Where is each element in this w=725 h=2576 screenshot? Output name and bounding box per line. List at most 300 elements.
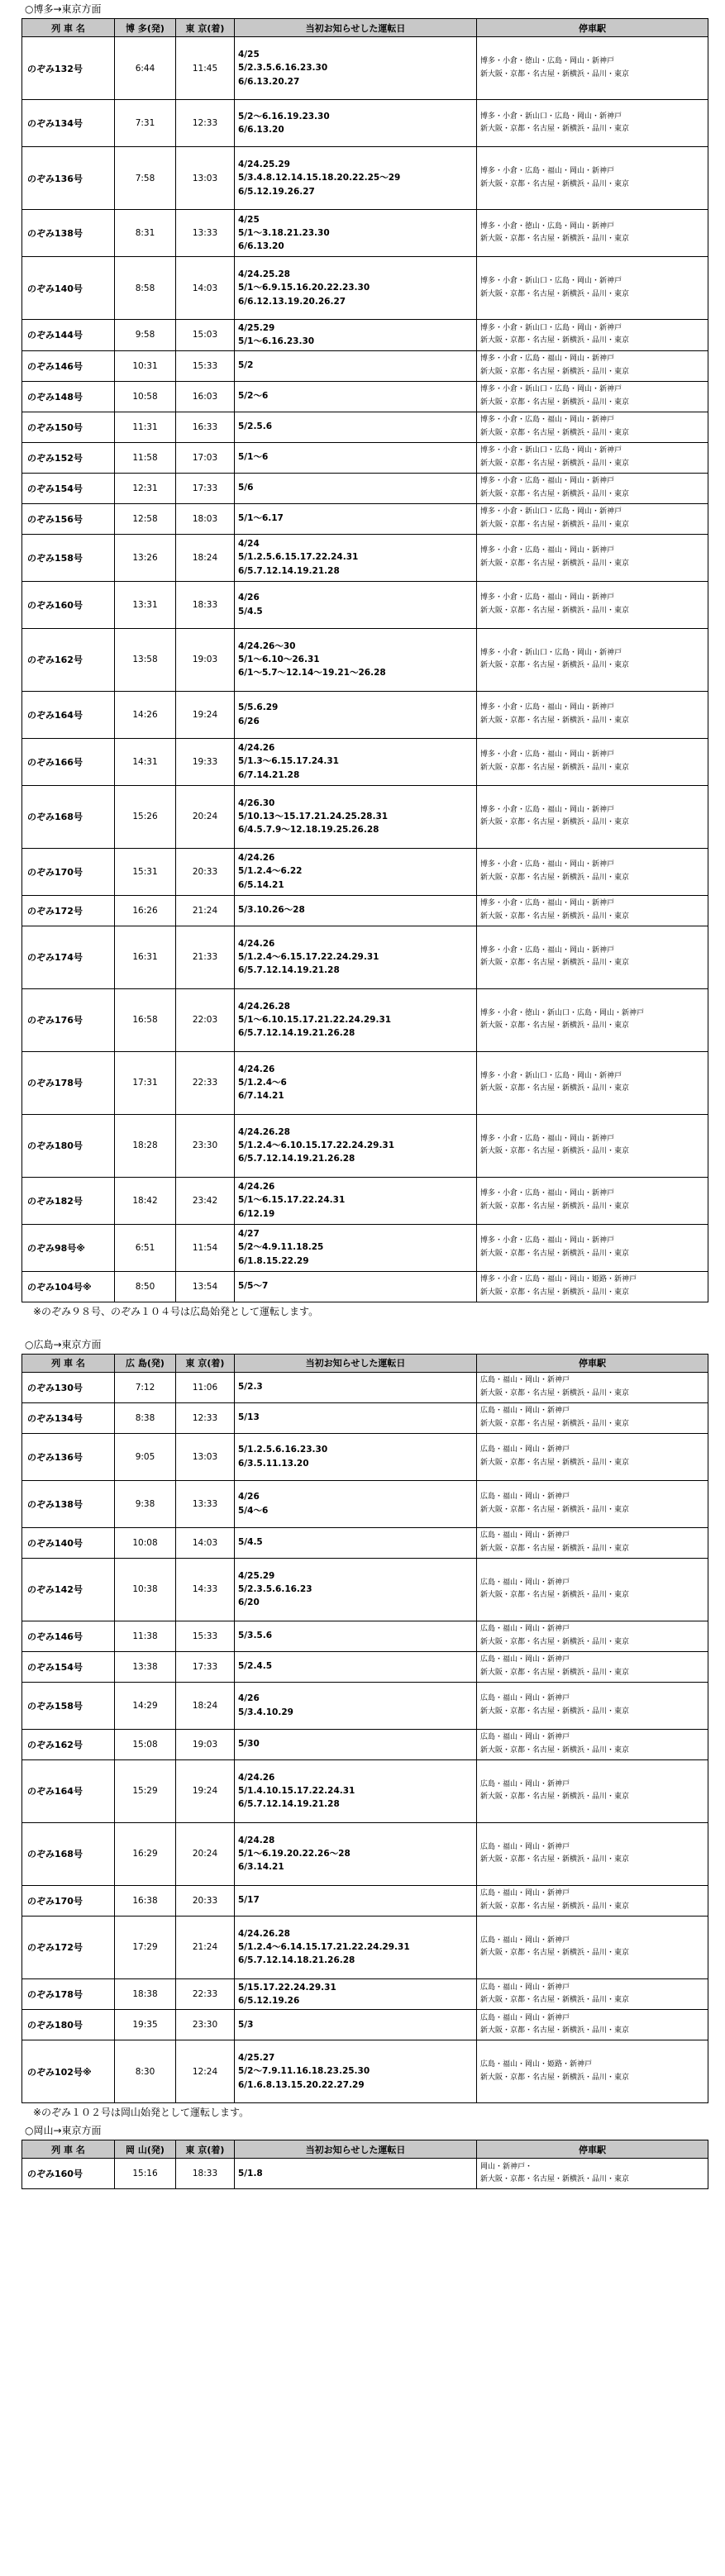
- arrival-time: 23:30: [176, 2010, 235, 2040]
- departure-time: 18:28: [115, 1114, 176, 1177]
- stops-line: 新大阪・京都・名古屋・新横浜・品川・東京: [480, 1021, 630, 1031]
- stop-stations: [477, 628, 708, 691]
- stops-line: 博多・小倉・広島・福山・岡山・姫路・新神戸: [480, 1275, 637, 1284]
- arrival-time: 14:33: [176, 1558, 235, 1621]
- table-row: [22, 926, 708, 988]
- operating-dates: [235, 738, 477, 785]
- col-header-arrival: 東 京(着): [176, 2140, 235, 2159]
- departure-time: 7:58: [115, 147, 176, 210]
- stops-line: 新大阪・京都・名古屋・新横浜・品川・東京: [480, 818, 630, 827]
- table-row: [22, 1682, 708, 1729]
- table-row: [22, 1271, 708, 1302]
- train-name: のぞみ160号: [22, 2159, 115, 2189]
- date-line: 5/3.4.8.12.14.15.18.20.22.25～29: [238, 173, 401, 183]
- stop-stations: [477, 1916, 708, 1978]
- operating-dates: [235, 926, 477, 988]
- operating-dates: [235, 2159, 477, 2189]
- stops-line: 新大阪・京都・名古屋・新横浜・品川・東京: [480, 1949, 630, 1958]
- stop-stations: [477, 1527, 708, 1558]
- col-header-dates: 当初お知らせした運転日: [235, 2140, 477, 2159]
- date-line: 5/2.3.5.6.16.23.30: [238, 63, 328, 74]
- train-name: のぞみ182号: [22, 1177, 115, 1224]
- operating-dates: [235, 473, 477, 503]
- arrival-time: 13:54: [176, 1271, 235, 1302]
- train-name: のぞみ152号: [22, 442, 115, 473]
- date-line: 6/5.7.12.14.19.21.28: [238, 565, 340, 576]
- date-line: 6/26: [238, 716, 260, 726]
- train-name: のぞみ170号: [22, 1885, 115, 1916]
- stops-line: 新大阪・京都・名古屋・新横浜・品川・東京: [480, 1249, 630, 1258]
- stops-line: 新大阪・京都・名古屋・新横浜・品川・東京: [480, 1505, 630, 1514]
- date-line: 4/25.27: [238, 2053, 275, 2064]
- operating-dates: [235, 257, 477, 320]
- table-row: [22, 1759, 708, 1822]
- stops-line: 新大阪・京都・名古屋・新横浜・品川・東京: [480, 1668, 630, 1677]
- train-name: のぞみ166号: [22, 738, 115, 785]
- departure-time: 11:58: [115, 442, 176, 473]
- date-line: 5/1～6.17: [238, 513, 284, 524]
- arrival-time: 22:03: [176, 988, 235, 1051]
- stops-line: 広島・福山・岡山・新神戸: [480, 1625, 570, 1634]
- stops-line: 広島・福山・岡山・新神戸: [480, 1578, 570, 1587]
- stop-stations: [477, 534, 708, 581]
- departure-time: 14:29: [115, 1682, 176, 1729]
- date-line: 5/1～6.10～26.31: [238, 654, 320, 664]
- stops-line: 新大阪・京都・名古屋・新横浜・品川・東京: [480, 959, 630, 968]
- col-header-dates: 当初お知らせした運転日: [235, 1354, 477, 1372]
- stops-line: 広島・福山・岡山・新神戸: [480, 1936, 570, 1945]
- arrival-time: 12:24: [176, 2040, 235, 2103]
- date-line: 4/24.26～30: [238, 640, 296, 651]
- table-row: [22, 1433, 708, 1480]
- stops-line: 広島・福山・岡山・新神戸: [480, 1407, 570, 1416]
- stop-stations: [477, 100, 708, 147]
- stop-stations: [477, 895, 708, 926]
- train-name: のぞみ138号: [22, 210, 115, 257]
- train-name: のぞみ180号: [22, 2010, 115, 2040]
- table-row: [22, 628, 708, 691]
- arrival-time: 19:03: [176, 628, 235, 691]
- date-line: 5/1.8: [238, 2168, 263, 2178]
- operating-dates: [235, 381, 477, 412]
- arrival-time: 11:54: [176, 1224, 235, 1271]
- stops-line: 新大阪・京都・名古屋・新横浜・品川・東京: [480, 1084, 630, 1093]
- date-line: 5/2.5.6: [238, 421, 273, 432]
- operating-dates: [235, 1621, 477, 1651]
- departure-time: 10:08: [115, 1527, 176, 1558]
- stops-line: 博多・小倉・広島・福山・岡山・新神戸: [480, 945, 615, 955]
- stops-line: 博多・小倉・広島・福山・岡山・新神戸: [480, 416, 615, 425]
- departure-time: 13:58: [115, 628, 176, 691]
- train-name: のぞみ158号: [22, 1682, 115, 1729]
- date-line: 5/2.3.5.6.16.23: [238, 1583, 312, 1594]
- date-line: 5/1～6.10.15.17.21.22.24.29.31: [238, 1014, 392, 1025]
- date-line: 5/3.10.26～28: [238, 905, 305, 916]
- stops-line: 博多・小倉・広島・福山・岡山・新神戸: [480, 860, 615, 869]
- stops-line: 新大阪・京都・名古屋・新横浜・品川・東京: [480, 1388, 630, 1398]
- stops-line: 新大阪・京都・名古屋・新横浜・品川・東京: [480, 1902, 630, 1911]
- arrival-time: 17:03: [176, 442, 235, 473]
- date-line: 6/5.12.19.26: [238, 1995, 300, 2006]
- departure-time: 7:12: [115, 1372, 176, 1402]
- stop-stations: [477, 1114, 708, 1177]
- table-row: [22, 442, 708, 473]
- stops-line: 広島・福山・岡山・新神戸: [480, 1493, 570, 1502]
- operating-dates: [235, 320, 477, 351]
- table-row: [22, 473, 708, 503]
- stops-line: 広島・福山・岡山・新神戸: [480, 1694, 570, 1703]
- arrival-time: 21:24: [176, 1916, 235, 1978]
- stop-stations: [477, 442, 708, 473]
- arrival-time: 18:33: [176, 2159, 235, 2189]
- stops-line: 博多・小倉・徳山・広島・岡山・新神戸: [480, 221, 615, 231]
- stop-stations: [477, 1224, 708, 1271]
- stops-line: 博多・小倉・新山口・広島・岡山・新神戸: [480, 112, 622, 121]
- stop-stations: [477, 1051, 708, 1114]
- table-row: [22, 1978, 708, 2010]
- train-name: のぞみ102号※: [22, 2040, 115, 2103]
- operating-dates: [235, 37, 477, 100]
- stop-stations: [477, 1682, 708, 1729]
- date-line: 5/17: [238, 1895, 260, 1906]
- operating-dates: [235, 534, 477, 581]
- stops-line: 新大阪・京都・名古屋・新横浜・品川・東京: [480, 289, 630, 298]
- section-note: ※のぞみ９８号、のぞみ１０４号は広島始発として運転します。: [33, 1305, 319, 1317]
- arrival-time: 18:24: [176, 1682, 235, 1729]
- departure-time: 13:31: [115, 581, 176, 628]
- operating-dates: [235, 2040, 477, 2103]
- stops-line: 新大阪・京都・名古屋・新横浜・品川・東京: [480, 2026, 630, 2036]
- departure-time: 8:58: [115, 257, 176, 320]
- operating-dates: [235, 100, 477, 147]
- train-name: のぞみ178号: [22, 1978, 115, 2010]
- stops-line: 広島・福山・岡山・新神戸: [480, 1779, 570, 1788]
- date-line: 5/1～6.19.20.22.26～28: [238, 1848, 351, 1859]
- stop-stations: [477, 1651, 708, 1682]
- stops-line: 博多・小倉・新山口・広島・岡山・新神戸: [480, 1071, 622, 1080]
- stops-line: 広島・福山・岡山・新神戸: [480, 1445, 570, 1455]
- stops-line: 広島・福山・岡山・新神戸: [480, 1376, 570, 1385]
- operating-dates: [235, 988, 477, 1051]
- table-row: [22, 320, 708, 351]
- timetable-hiroshima: [21, 1354, 708, 2104]
- stops-line: 博多・小倉・新山口・広島・岡山・新神戸: [480, 385, 622, 394]
- date-line: 6/6.13.20: [238, 125, 284, 135]
- date-line: 5/1.2.4～6.15.17.22.24.29.31: [238, 951, 379, 962]
- departure-time: 7:31: [115, 100, 176, 147]
- stop-stations: [477, 2010, 708, 2040]
- stop-stations: [477, 848, 708, 895]
- stops-line: 新大阪・京都・名古屋・新横浜・品川・東京: [480, 235, 630, 243]
- stop-stations: [477, 1558, 708, 1621]
- stop-stations: [477, 988, 708, 1051]
- stops-line: 博多・小倉・広島・福山・岡山・新神戸: [480, 750, 615, 759]
- departure-time: 15:16: [115, 2159, 176, 2189]
- table-row: [22, 257, 708, 320]
- departure-time: 8:50: [115, 1271, 176, 1302]
- date-line: 5/1.2.4～6: [238, 1077, 287, 1088]
- table-header-row: [22, 1354, 708, 1372]
- table-row: [22, 738, 708, 785]
- arrival-time: 12:33: [176, 100, 235, 147]
- stop-stations: [477, 210, 708, 257]
- stop-stations: [477, 1822, 708, 1885]
- operating-dates: [235, 1372, 477, 1402]
- departure-time: 9:05: [115, 1433, 176, 1480]
- arrival-time: 23:30: [176, 1114, 235, 1177]
- arrival-time: 14:03: [176, 1527, 235, 1558]
- departure-time: 16:58: [115, 988, 176, 1051]
- train-name: のぞみ146号: [22, 1621, 115, 1651]
- date-line: 6/6.13.20: [238, 241, 284, 252]
- table-row: [22, 534, 708, 581]
- arrival-time: 12:33: [176, 1402, 235, 1433]
- stops-line: 博多・小倉・広島・福山・岡山・新神戸: [480, 703, 615, 712]
- train-name: のぞみ154号: [22, 1651, 115, 1682]
- stops-line: 新大阪・京都・名古屋・新横浜・品川・東京: [480, 1419, 630, 1428]
- train-name: のぞみ140号: [22, 257, 115, 320]
- date-line: 4/25.29: [238, 323, 275, 333]
- date-line: 6/1～5.7～12.14～19.21～26.28: [238, 668, 386, 679]
- table-row: [22, 2159, 708, 2189]
- date-line: 5/1～3.18.21.23.30: [238, 227, 330, 238]
- date-line: 5/2～7.9.11.16.18.23.25.30: [238, 2066, 370, 2077]
- stop-stations: [477, 1271, 708, 1302]
- table-row: [22, 1822, 708, 1885]
- train-name: のぞみ138号: [22, 1480, 115, 1527]
- departure-time: 15:31: [115, 848, 176, 895]
- col-header-train: 列 車 名: [22, 2140, 115, 2159]
- operating-dates: [235, 1978, 477, 2010]
- departure-time: 9:58: [115, 320, 176, 351]
- stops-line: 新大阪・京都・名古屋・新横浜・品川・東京: [480, 559, 630, 568]
- stop-stations: [477, 1621, 708, 1651]
- timetable-okayama: [21, 2140, 708, 2189]
- departure-time: 19:35: [115, 2010, 176, 2040]
- train-name: のぞみ178号: [22, 1051, 115, 1114]
- operating-dates: [235, 442, 477, 473]
- train-name: のぞみ134号: [22, 100, 115, 147]
- operating-dates: [235, 848, 477, 895]
- train-name: のぞみ168号: [22, 1822, 115, 1885]
- date-line: 4/24.25.28: [238, 269, 290, 280]
- date-line: 6/5.7.12.14.19.21.28: [238, 1799, 340, 1810]
- arrival-time: 19:33: [176, 738, 235, 785]
- arrival-time: 21:24: [176, 895, 235, 926]
- operating-dates: [235, 1051, 477, 1114]
- operating-dates: [235, 1916, 477, 1978]
- operating-dates: [235, 1651, 477, 1682]
- stop-stations: [477, 320, 708, 351]
- stops-line: 岡山・新神戸・: [480, 2162, 533, 2171]
- stops-line: 新大阪・京都・名古屋・新横浜・品川・東京: [480, 1745, 630, 1755]
- operating-dates: [235, 1433, 477, 1480]
- stop-stations: [477, 1759, 708, 1822]
- operating-dates: [235, 210, 477, 257]
- train-name: のぞみ162号: [22, 1729, 115, 1759]
- departure-time: 10:58: [115, 381, 176, 412]
- stops-line: 新大阪・京都・名古屋・新横浜・品川・東京: [480, 1637, 630, 1646]
- train-name: のぞみ172号: [22, 895, 115, 926]
- stops-line: 博多・小倉・広島・福山・岡山・新神戸: [480, 477, 615, 486]
- stops-line: 新大阪・京都・名古屋・新横浜・品川・東京: [480, 2175, 630, 2184]
- date-line: 5/2: [238, 360, 254, 371]
- train-name: のぞみ158号: [22, 534, 115, 581]
- table-row: [22, 412, 708, 442]
- table-row: [22, 1114, 708, 1177]
- operating-dates: [235, 1224, 477, 1271]
- operating-dates: [235, 350, 477, 381]
- date-line: 6/7.14.21.28: [238, 769, 300, 780]
- stop-stations: [477, 1978, 708, 2010]
- stops-line: 新大阪・京都・名古屋・新横浜・品川・東京: [480, 69, 630, 79]
- date-line: 6/12.19: [238, 1208, 275, 1219]
- table-row: [22, 350, 708, 381]
- date-line: 6/5.12.19.26.27: [238, 186, 315, 197]
- table-row: [22, 100, 708, 147]
- table-row: [22, 1051, 708, 1114]
- operating-dates: [235, 1402, 477, 1433]
- departure-time: 6:51: [115, 1224, 176, 1271]
- date-line: 4/26: [238, 1693, 260, 1704]
- stops-line: 広島・福山・岡山・新神戸: [480, 1983, 570, 1992]
- stops-line: 新大阪・京都・名古屋・新横浜・品川・東京: [480, 520, 630, 529]
- section-title: ○広島→東京方面: [25, 1338, 102, 1350]
- operating-dates: [235, 2010, 477, 2040]
- train-name: のぞみ164号: [22, 691, 115, 738]
- arrival-time: 17:33: [176, 1651, 235, 1682]
- departure-time: 9:38: [115, 1480, 176, 1527]
- arrival-time: 18:24: [176, 534, 235, 581]
- operating-dates: [235, 785, 477, 848]
- date-line: 4/24.28: [238, 1835, 275, 1845]
- operating-dates: [235, 412, 477, 442]
- stop-stations: [477, 691, 708, 738]
- stops-line: 広島・福山・岡山・新神戸: [480, 1733, 570, 1742]
- date-line: 6/5.7.12.14.19.21.28: [238, 965, 340, 976]
- train-name: のぞみ144号: [22, 320, 115, 351]
- arrival-time: 17:33: [176, 473, 235, 503]
- table-row: [22, 1558, 708, 1621]
- date-line: 4/24: [238, 539, 260, 550]
- train-name: のぞみ156号: [22, 503, 115, 534]
- date-line: 5/30: [238, 1739, 260, 1750]
- arrival-time: 13:33: [176, 210, 235, 257]
- operating-dates: [235, 1271, 477, 1302]
- date-line: 5/10.13～15.17.21.24.25.28.31: [238, 811, 389, 821]
- date-line: 6/4.5.7.9～12.18.19.25.26.28: [238, 825, 379, 836]
- stop-stations: [477, 1372, 708, 1402]
- stops-line: 博多・小倉・新山口・広島・岡山・新神戸: [480, 507, 622, 517]
- date-line: 5/3.4.10.29: [238, 1707, 293, 1717]
- col-header-train: 列 車 名: [22, 1354, 115, 1372]
- departure-time: 14:26: [115, 691, 176, 738]
- train-name: のぞみ136号: [22, 147, 115, 210]
- date-line: 5/6: [238, 483, 254, 493]
- table-row: [22, 37, 708, 100]
- stops-line: 博多・小倉・広島・福山・岡山・新神戸: [480, 899, 615, 908]
- operating-dates: [235, 1114, 477, 1177]
- section-title: ○博多→東京方面: [25, 3, 102, 15]
- train-name: のぞみ168号: [22, 785, 115, 848]
- table-row: [22, 1372, 708, 1402]
- date-line: 4/26: [238, 593, 260, 603]
- train-name: のぞみ134号: [22, 1402, 115, 1433]
- departure-time: 16:29: [115, 1822, 176, 1885]
- date-line: 6/1.6.8.13.15.20.22.27.29: [238, 2079, 365, 2090]
- stops-line: 博多・小倉・新山口・広島・岡山・新神戸: [480, 323, 622, 332]
- date-line: 6/5.7.12.14.18.21.26.28: [238, 1955, 355, 1966]
- departure-time: 12:31: [115, 473, 176, 503]
- departure-time: 16:38: [115, 1885, 176, 1916]
- train-name: のぞみ174号: [22, 926, 115, 988]
- date-line: 6/20: [238, 1598, 260, 1608]
- col-header-stops: 停車駅: [477, 2140, 708, 2159]
- date-line: 5/4.5: [238, 606, 263, 617]
- table-row: [22, 381, 708, 412]
- stops-line: 新大阪・京都・名古屋・新横浜・品川・東京: [480, 1707, 630, 1716]
- section-title: ○岡山→東京方面: [25, 2125, 102, 2137]
- date-line: 5/1.3～6.15.17.24.31: [238, 756, 339, 767]
- date-line: 6/6.13.20.27: [238, 76, 300, 87]
- date-line: 5/15.17.22.24.29.31: [238, 1982, 336, 1993]
- date-line: 5/2～4.9.11.18.25: [238, 1242, 324, 1253]
- date-line: 4/24.26: [238, 1064, 275, 1074]
- departure-time: 18:38: [115, 1978, 176, 2010]
- date-line: 5/1～6.15.17.22.24.31: [238, 1195, 346, 1206]
- operating-dates: [235, 1480, 477, 1527]
- date-line: 4/25.29: [238, 1570, 275, 1581]
- departure-time: 6:44: [115, 37, 176, 100]
- train-name: のぞみ148号: [22, 381, 115, 412]
- arrival-time: 16:33: [176, 412, 235, 442]
- table-row: [22, 2040, 708, 2103]
- col-header-departure: 博 多(発): [115, 19, 176, 37]
- arrival-time: 15:03: [176, 320, 235, 351]
- table-row: [22, 895, 708, 926]
- table-row: [22, 691, 708, 738]
- operating-dates: [235, 1822, 477, 1885]
- date-line: 4/27: [238, 1229, 260, 1240]
- stop-stations: [477, 926, 708, 988]
- arrival-time: 22:33: [176, 1978, 235, 2010]
- col-header-arrival: 東 京(着): [176, 19, 235, 37]
- operating-dates: [235, 1558, 477, 1621]
- date-line: 4/24.26.28: [238, 1126, 290, 1137]
- stops-line: 博多・小倉・広島・福山・岡山・新神戸: [480, 805, 615, 814]
- stop-stations: [477, 257, 708, 320]
- date-line: 5/1～6.16.23.30: [238, 336, 315, 347]
- arrival-time: 14:03: [176, 257, 235, 320]
- departure-time: 13:38: [115, 1651, 176, 1682]
- stops-line: 新大阪・京都・名古屋・新横浜・品川・東京: [480, 489, 630, 498]
- departure-time: 11:31: [115, 412, 176, 442]
- col-header-stops: 停車駅: [477, 1354, 708, 1372]
- table-row: [22, 785, 708, 848]
- date-line: 4/26.30: [238, 798, 275, 808]
- date-line: 4/24.26: [238, 743, 275, 754]
- stops-line: 博多・小倉・広島・福山・岡山・新神戸: [480, 1236, 615, 1245]
- date-line: 6/3.5.11.13.20: [238, 1458, 309, 1469]
- date-line: 4/24.25.29: [238, 160, 290, 170]
- table-row: [22, 1177, 708, 1224]
- date-line: 4/26: [238, 1492, 260, 1502]
- arrival-time: 13:03: [176, 147, 235, 210]
- stops-line: 広島・福山・岡山・新神戸: [480, 1889, 570, 1898]
- stop-stations: [477, 738, 708, 785]
- date-line: 5/1～6.9.15.16.20.22.23.30: [238, 283, 370, 293]
- stops-line: 広島・福山・岡山・新神戸: [480, 1842, 570, 1851]
